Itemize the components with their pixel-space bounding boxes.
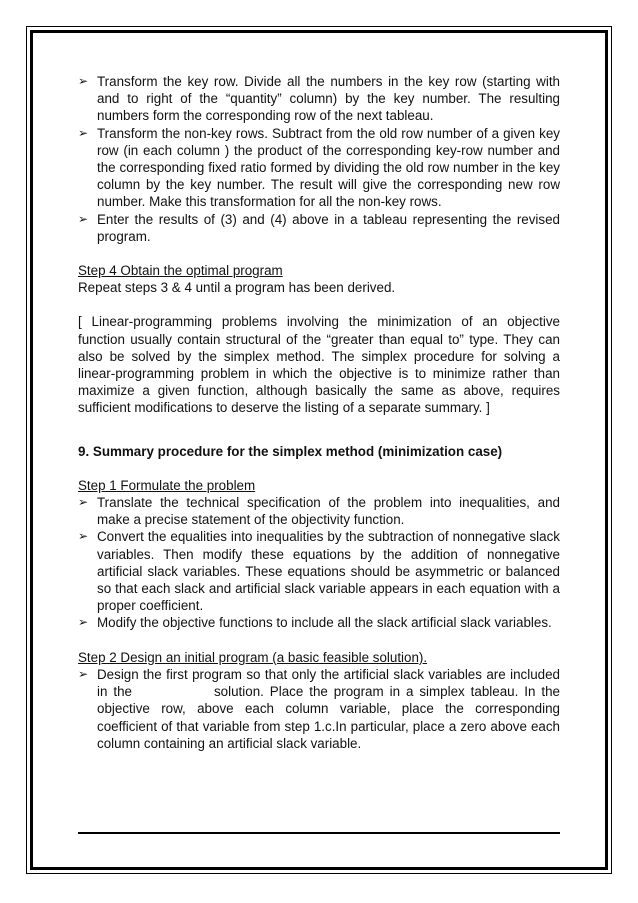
- step1-title: Step 1 Formulate the problem: [78, 477, 256, 493]
- arrow-bullet-icon: ➢: [78, 615, 89, 630]
- step2-title: Step 2 Design an initial program (a basic feasible solution).: [78, 649, 428, 665]
- bullet-text: Transform the key row. Divide all the numbers in the key row (starting with and to right of the “quantity” column) by the key number. The resulting numbers form the corresponding row of the next tableau.: [97, 74, 560, 124]
- note-paragraph: [ Linear-programming problems involving the minimization of an objective function usually contain structural of the “greater than equal to” type. They can also be solved by the simplex method. The simplex procedure for solving a linear-programming problem in which the objective is to minimize rather than maximize a given function, although basically the same as above, requires sufficient modifications to deserve the listing of a separate summary. ]: [78, 314, 560, 416]
- list-item: [78, 666, 560, 752]
- list-item: [78, 494, 560, 528]
- arrow-bullet-icon: ➢: [78, 125, 89, 140]
- arrow-bullet-icon: ➢: [78, 495, 89, 510]
- list-item: [78, 125, 560, 211]
- bullet-text-end: solution. Place the program in a simplex tableau. In the objective row, above each column variable, place the corresponding coefficient of that variable from step 1.c.In particular, place a zero above each column containing an artificial slack variable.: [97, 684, 560, 751]
- document-body: [78, 73, 560, 752]
- footer-divider: [78, 832, 560, 834]
- bullet-text: Translate the technical specification of the problem into inequalities, and make a precise statement of the objectivity function.: [97, 495, 560, 528]
- section-heading: 9. Summary procedure for the simplex method (minimization case): [78, 443, 503, 459]
- arrow-bullet-icon: ➢: [78, 211, 89, 226]
- arrow-bullet-icon: ➢: [78, 74, 89, 88]
- bullet-text: Transform the non-key rows. Subtract from the old row number of a given key row (in each column ) the product of the corresponding key-row number and the corresponding fixed ratio formed by dividing the old row number in the key column by the key number. The result will give the corresponding new row number. Make this transformation for all the non-key rows.: [97, 125, 560, 210]
- list-item: [78, 73, 560, 125]
- step4-text: Repeat steps 3 & 4 until a program has been derived.: [78, 280, 396, 296]
- bullet-text: Convert the equalities into inequalities by the subtraction of nonnegative slack variables. Then modify these equations by the addition of nonnegative artificial slack variables. These equations should be asymmetric or balanced so that each slack and artificial slack variable appears in each equation with a proper coefficient.: [97, 529, 560, 614]
- arrow-bullet-icon: ➢: [78, 666, 89, 681]
- arrow-bullet-icon: ➢: [78, 529, 89, 544]
- list-item: [78, 614, 560, 631]
- bullet-text: Modify the objective functions to include all the slack artificial slack variables.: [97, 615, 552, 631]
- list-item: [78, 211, 560, 245]
- bullet-text-start: Design the first program so that only the artificial slack variables are included in the: [97, 666, 560, 700]
- bullet-text: Enter the results of (3) and (4) above in a tableau representing the revised program.: [97, 211, 560, 244]
- step4-title: Step 4 Obtain the optimal program: [78, 263, 283, 279]
- list-item: [78, 528, 560, 614]
